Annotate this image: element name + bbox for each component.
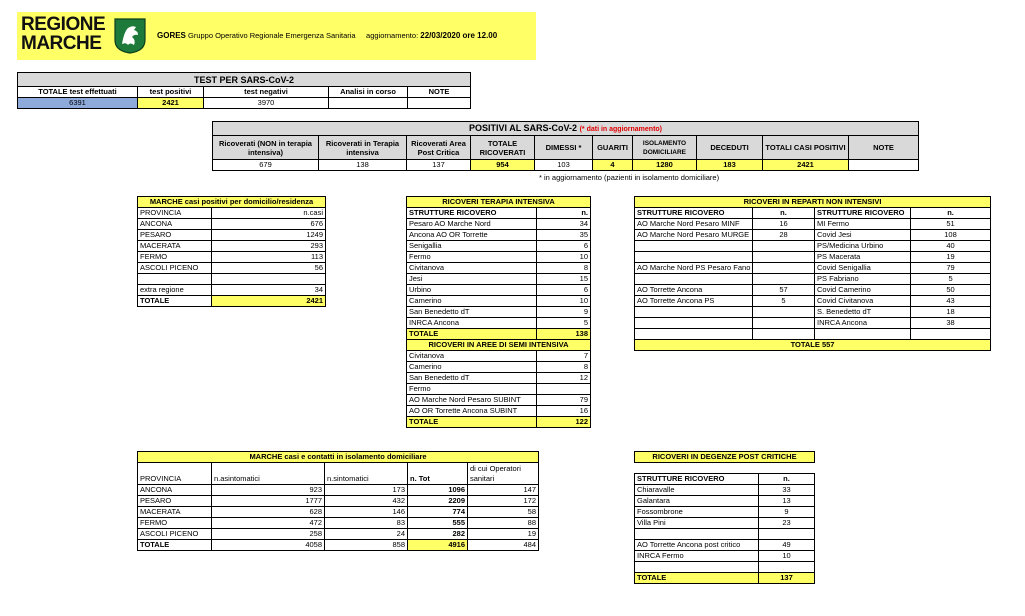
ti-total-label: TOTALE [407, 329, 537, 340]
structure-name: AO Torrette Ancona post critico [635, 540, 759, 551]
table-row [407, 351, 591, 362]
table-row [138, 219, 326, 230]
structure-name: Pesaro AO Marche Nord [407, 219, 537, 230]
province-cases: 113 [212, 252, 326, 263]
structure-count: 5 [537, 318, 591, 329]
table-row [635, 241, 991, 252]
structure-name [635, 562, 759, 573]
iso-total-o: 484 [468, 540, 539, 551]
table-row [635, 529, 815, 540]
structure-name: San Benedetto dT [407, 373, 537, 384]
pos-header-note: NOTE [849, 136, 919, 160]
table-row [407, 285, 591, 296]
iso-col-operators: di cui Operatori sanitari [468, 463, 539, 485]
province-name: PESARO [138, 496, 212, 507]
table-row [407, 230, 591, 241]
table-row [635, 230, 991, 241]
structure-count: 50 [911, 285, 991, 296]
structure-name: Civitanova [407, 351, 537, 362]
domicilio-col-province: PROVINCIA [138, 208, 212, 219]
asymptomatic-count: 472 [212, 518, 325, 529]
province-cases [212, 274, 326, 285]
pos-value-ti: 138 [319, 160, 407, 171]
table-row [407, 219, 591, 230]
test-table [17, 72, 471, 109]
structure-count: 7 [537, 351, 591, 362]
structure-count: 38 [911, 318, 991, 329]
table-row [138, 241, 326, 252]
total-count: 2209 [408, 496, 468, 507]
table-row [407, 384, 591, 395]
structure-count [753, 307, 815, 318]
region-shield-icon [114, 18, 146, 54]
structure-name: Covid Camerino [815, 285, 911, 296]
structure-count: 40 [911, 241, 991, 252]
post-col-structure: STRUTTURE RICOVERO [635, 474, 759, 485]
province-name: PESARO [138, 230, 212, 241]
table-row [635, 540, 815, 551]
pos-value-post-critica: 137 [407, 160, 471, 171]
operators-count: 58 [468, 507, 539, 518]
table-row [635, 285, 991, 296]
pos-header-deceduti: DECEDUTI [697, 136, 763, 160]
structure-count: 6 [537, 285, 591, 296]
pos-header-non-ti: Ricoverati (NON in terapia intensiva) [213, 136, 319, 160]
table-row [635, 252, 991, 263]
structure-count [753, 241, 815, 252]
pos-header-totali: TOTALI CASI POSITIVI [763, 136, 849, 160]
province-cases: 293 [212, 241, 326, 252]
table-row [138, 230, 326, 241]
asymptomatic-count: 258 [212, 529, 325, 540]
table-row [635, 329, 991, 340]
table-row [635, 496, 815, 507]
update-label: aggiornamento: [366, 31, 419, 40]
structure-name: Fermo [407, 384, 537, 395]
pos-value-totali: 2421 [763, 160, 849, 171]
ti-table [406, 196, 591, 428]
structure-count [753, 329, 815, 340]
pos-value-isolamento: 1280 [633, 160, 697, 171]
symptomatic-count: 24 [325, 529, 408, 540]
province-cases: 676 [212, 219, 326, 230]
structure-count: 16 [753, 219, 815, 230]
table-row [138, 263, 326, 274]
structure-count [759, 529, 815, 540]
structure-count: 57 [753, 285, 815, 296]
table-row [635, 551, 815, 562]
structure-name: INRCA Ancona [407, 318, 537, 329]
structure-name: AO Torrette Ancona PS [635, 296, 753, 307]
post-critiche-table [634, 451, 815, 584]
logo-line-2: MARCHE [21, 33, 102, 54]
asymptomatic-count: 923 [212, 485, 325, 496]
structure-name: Ancona AO OR Torrette [407, 230, 537, 241]
province-name: MACERATA [138, 241, 212, 252]
structure-name [815, 329, 911, 340]
structure-name [635, 307, 753, 318]
isolamento-table [137, 451, 539, 551]
structure-count: 16 [537, 406, 591, 417]
iso-col-symptomatic: n.sintomatici [325, 463, 408, 485]
table-row [407, 362, 591, 373]
structure-name: Chiaravalle [635, 485, 759, 496]
structure-name: Fermo [407, 252, 537, 263]
symptomatic-count: 432 [325, 496, 408, 507]
post-total-label: TOTALE [635, 573, 759, 584]
province-cases: 56 [212, 263, 326, 274]
operators-count: 19 [468, 529, 539, 540]
pos-value-non-ti: 679 [213, 160, 319, 171]
pos-value-totale-ricoverati: 954 [471, 160, 535, 171]
structure-name: Villa Pini [635, 518, 759, 529]
structure-name: Civitanova [407, 263, 537, 274]
structure-name: Galantara [635, 496, 759, 507]
structure-count: 28 [753, 230, 815, 241]
domicilio-title: MARCHE casi positivi per domicilio/residenza [138, 197, 326, 208]
pos-header-isolamento: ISOLAMENTO DOMICILIARE [633, 136, 697, 160]
structure-count: 34 [537, 219, 591, 230]
structure-count: 10 [759, 551, 815, 562]
post-col-n: n. [759, 474, 815, 485]
structure-name: AO Marche Nord PS Pesaro Fano [635, 263, 753, 274]
table-row [407, 318, 591, 329]
pos-value-guariti: 4 [593, 160, 633, 171]
iso-total-a: 4058 [212, 540, 325, 551]
table-row [138, 518, 539, 529]
table-row [138, 496, 539, 507]
structure-name [635, 529, 759, 540]
structure-name [635, 241, 753, 252]
table-row [635, 263, 991, 274]
structure-name: Jesi [407, 274, 537, 285]
structure-count: 10 [537, 252, 591, 263]
structure-count: 9 [759, 507, 815, 518]
structure-name: PS Fabriano [815, 274, 911, 285]
structure-count: 18 [911, 307, 991, 318]
structure-count [753, 318, 815, 329]
total-count: 1096 [408, 485, 468, 496]
table-row [635, 518, 815, 529]
table-row [407, 274, 591, 285]
table-row [407, 406, 591, 417]
ti-total-value: 138 [537, 329, 591, 340]
asymptomatic-count: 1777 [212, 496, 325, 507]
non-int-table [634, 196, 991, 351]
structure-name: AO Marche Nord Pesaro SUBINT [407, 395, 537, 406]
non-int-col4: n. [911, 208, 991, 219]
update-value: 22/03/2020 ore 12.00 [420, 31, 498, 40]
table-row [407, 252, 591, 263]
table-row [407, 296, 591, 307]
table-row [635, 507, 815, 518]
structure-count [537, 384, 591, 395]
structure-count: 79 [537, 395, 591, 406]
non-int-col3: STRUTTURE RICOVERO [815, 208, 911, 219]
structure-count: 108 [911, 230, 991, 241]
operators-count: 172 [468, 496, 539, 507]
region-logo [21, 15, 105, 53]
semi-title: RICOVERI IN AREE DI SEMI INTENSIVA [407, 340, 591, 351]
org-long: Gruppo Operativo Regionale Emergenza Sanitaria [188, 31, 356, 40]
structure-count: 8 [537, 263, 591, 274]
table-row [138, 485, 539, 496]
domicilio-total-value: 2421 [212, 296, 326, 307]
header-banner [17, 12, 536, 60]
structure-count: 5 [911, 274, 991, 285]
structure-name: AO OR Torrette Ancona SUBINT [407, 406, 537, 417]
structure-count: 9 [537, 307, 591, 318]
iso-total-label: TOTALE [138, 540, 212, 551]
structure-name: Senigallia [407, 241, 537, 252]
test-value-pending [329, 98, 408, 109]
positivi-title-text: POSITIVI AL SARS-CoV-2 [469, 122, 578, 133]
semi-total-label: TOTALE [407, 417, 537, 428]
province-cases: 34 [212, 285, 326, 296]
post-critiche-title: RICOVERI IN DEGENZE POST CRITICHE [635, 452, 815, 463]
structure-name: San Benedetto dT [407, 307, 537, 318]
structure-count: 35 [537, 230, 591, 241]
test-value-positive: 2421 [138, 98, 204, 109]
logo-line-1: REGIONE [21, 14, 106, 35]
structure-name: Urbino [407, 285, 537, 296]
structure-name: INRCA Fermo [635, 551, 759, 562]
table-row [635, 274, 991, 285]
pos-value-note [849, 160, 919, 171]
operators-count: 88 [468, 518, 539, 529]
structure-name [635, 252, 753, 263]
ti-col-n: n. [537, 208, 591, 219]
table-row [138, 274, 326, 285]
province-name: extra regione [138, 285, 212, 296]
operators-count: 147 [468, 485, 539, 496]
structure-name: MI Fermo [815, 219, 911, 230]
structure-count [911, 329, 991, 340]
structure-count: 15 [537, 274, 591, 285]
table-row [635, 562, 815, 573]
positivi-table [212, 121, 919, 171]
table-row [138, 529, 539, 540]
symptomatic-count: 173 [325, 485, 408, 496]
province-cases: 1249 [212, 230, 326, 241]
pos-header-totale-ricoverati: TOTALE RICOVERATI [471, 136, 535, 160]
total-count: 555 [408, 518, 468, 529]
structure-name: AO Torrette Ancona [635, 285, 753, 296]
iso-total-t: 4916 [408, 540, 468, 551]
table-row [407, 241, 591, 252]
structure-count [753, 252, 815, 263]
structure-count: 6 [537, 241, 591, 252]
structure-name: Camerino [407, 362, 537, 373]
test-value-notes [408, 98, 471, 109]
structure-name: Fossombrone [635, 507, 759, 518]
domicilio-total-label: TOTALE [138, 296, 212, 307]
structure-count: 43 [911, 296, 991, 307]
table-row [407, 373, 591, 384]
structure-count: 13 [759, 496, 815, 507]
pos-header-post-critica: Ricoverati Area Post Critica [407, 136, 471, 160]
table-row [635, 219, 991, 230]
table-row [138, 507, 539, 518]
province-name: FERMO [138, 252, 212, 263]
province-name: ANCONA [138, 219, 212, 230]
structure-count: 79 [911, 263, 991, 274]
table-row [635, 318, 991, 329]
structure-count [753, 274, 815, 285]
ti-col-structure: STRUTTURE RICOVERO [407, 208, 537, 219]
pos-header-dimessi: DIMESSI * [535, 136, 593, 160]
structure-name [635, 329, 753, 340]
non-int-col1: STRUTTURE RICOVERO [635, 208, 753, 219]
table-row [407, 307, 591, 318]
test-header-notes: NOTE [408, 87, 471, 98]
province-name: ANCONA [138, 485, 212, 496]
symptomatic-count: 146 [325, 507, 408, 518]
structure-count: 49 [759, 540, 815, 551]
test-header-positive: test positivi [138, 87, 204, 98]
structure-name: Camerino [407, 296, 537, 307]
structure-count [759, 562, 815, 573]
structure-count: 12 [537, 373, 591, 384]
structure-name: S. Benedetto dT [815, 307, 911, 318]
province-name: ASCOLI PICENO [138, 529, 212, 540]
pos-header-guariti: GUARITI [593, 136, 633, 160]
non-int-total: TOTALE 557 [635, 340, 991, 351]
structure-count: 8 [537, 362, 591, 373]
table-row [407, 263, 591, 274]
iso-col-province: PROVINCIA [138, 463, 212, 485]
pos-value-dimessi: 103 [535, 160, 593, 171]
structure-name: Covid Civitanova [815, 296, 911, 307]
post-total-value: 137 [759, 573, 815, 584]
structure-name: PS/Medicina Urbino [815, 241, 911, 252]
table-row [635, 296, 991, 307]
positivi-table-title [213, 122, 919, 136]
province-name [138, 274, 212, 285]
iso-total-s: 858 [325, 540, 408, 551]
structure-name: Covid Senigallia [815, 263, 911, 274]
asymptomatic-count: 628 [212, 507, 325, 518]
structure-name: AO Marche Nord Pesaro MINF [635, 219, 753, 230]
domicilio-table [137, 196, 326, 307]
total-count: 774 [408, 507, 468, 518]
pos-value-deceduti: 183 [697, 160, 763, 171]
province-name: MACERATA [138, 507, 212, 518]
ti-title: RICOVERI TERAPIA INTENSIVA [407, 197, 591, 208]
test-table-title: TEST PER SARS-CoV-2 [18, 73, 471, 87]
structure-name: AO Marche Nord Pesaro MURGE [635, 230, 753, 241]
province-name: FERMO [138, 518, 212, 529]
structure-name [635, 318, 753, 329]
test-value-total: 6391 [18, 98, 138, 109]
semi-total-value: 122 [537, 417, 591, 428]
structure-count: 5 [753, 296, 815, 307]
non-int-col2: n. [753, 208, 815, 219]
structure-count: 51 [911, 219, 991, 230]
test-header-negative: test negativi [204, 87, 329, 98]
table-row [138, 285, 326, 296]
non-int-title: RICOVERI IN REPARTI NON INTENSIVI [635, 197, 991, 208]
table-row [635, 485, 815, 496]
structure-count [753, 263, 815, 274]
iso-col-asymptomatic: n.asintomatici [212, 463, 325, 485]
structure-name: PS Macerata [815, 252, 911, 263]
test-value-negative: 3970 [204, 98, 329, 109]
structure-name: Covid Jesi [815, 230, 911, 241]
table-row [138, 252, 326, 263]
structure-name: INRCA Ancona [815, 318, 911, 329]
symptomatic-count: 83 [325, 518, 408, 529]
table-row [407, 395, 591, 406]
structure-name [635, 274, 753, 285]
table-row [635, 307, 991, 318]
header-info [157, 31, 497, 40]
structure-count: 23 [759, 518, 815, 529]
pos-header-ti: Ricoverati in Terapia intensiva [319, 136, 407, 160]
structure-count: 33 [759, 485, 815, 496]
positivi-footnote: * in aggiornamento (pazienti in isolamento domiciliare) [539, 173, 720, 182]
test-header-pending: Analisi in corso [329, 87, 408, 98]
total-count: 282 [408, 529, 468, 540]
iso-col-total: n. Tot [408, 463, 468, 485]
domicilio-col-cases: n.casi [212, 208, 326, 219]
province-name: ASCOLI PICENO [138, 263, 212, 274]
test-header-total: TOTALE test effettuati [18, 87, 138, 98]
structure-count: 10 [537, 296, 591, 307]
isolamento-title: MARCHE casi e contatti in isolamento domiciliare [138, 452, 539, 463]
org-short: GORES [157, 31, 186, 40]
structure-count: 19 [911, 252, 991, 263]
positivi-title-note: (* dati in aggiornamento) [579, 125, 663, 133]
